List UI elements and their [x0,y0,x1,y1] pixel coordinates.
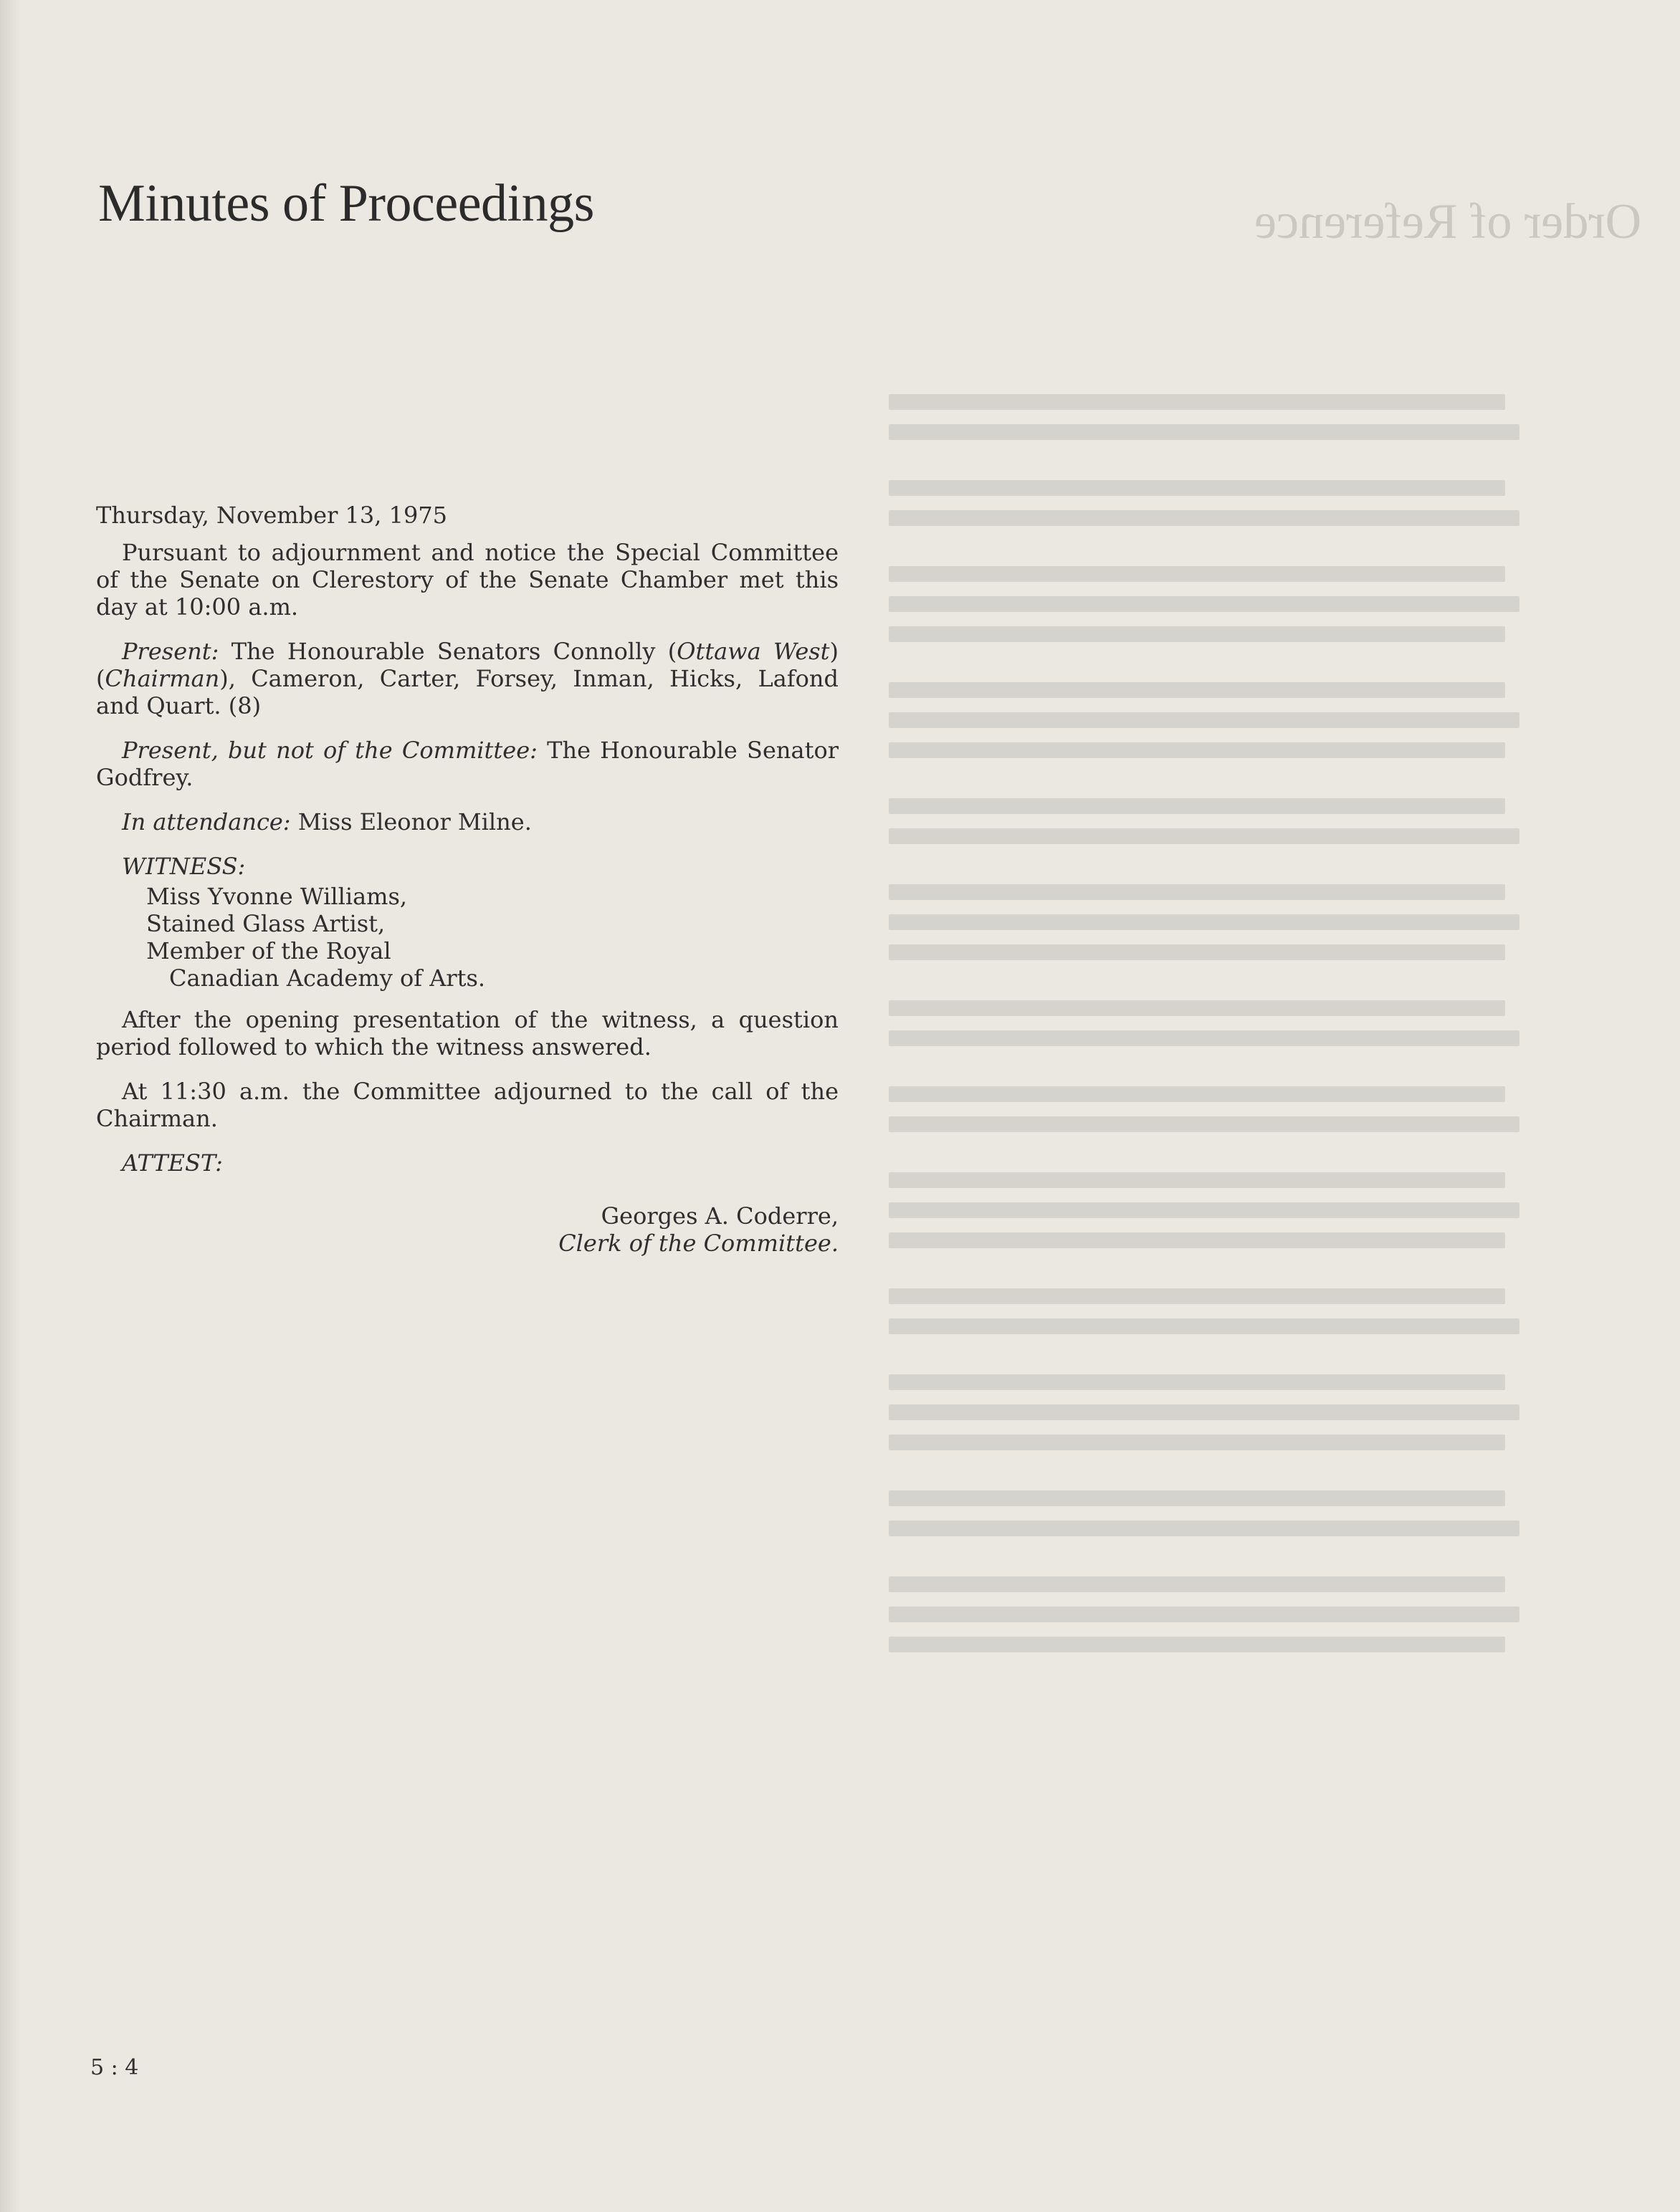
show-through-line [889,1202,1519,1218]
present-chairman: Chairman [105,665,220,692]
opening-paragraph: Pursuant to adjournment and notice the Special Committee of the Senate on Clerestory of the Senate Chamber met this day at 10:00 a.m. [96,539,839,621]
minutes-body [96,502,839,1257]
attest-label: ATTEST: [122,1149,223,1177]
signature-block [96,1202,839,1257]
show-through-line [889,1576,1505,1592]
witness-line: Canadian Academy of Arts. [169,964,486,992]
witness-line: Miss Yvonne Williams, [146,883,408,910]
presentation-paragraph: After the opening presentation of the witness, a question period followed to which the witness answered. [96,1006,839,1060]
witness-label: WITNESS: [122,853,246,880]
show-through-line [889,1000,1505,1016]
present-text-pre: The Honourable Senators Connolly ( [231,638,677,665]
show-through-line [889,914,1519,930]
show-through-line [889,394,1505,410]
show-through-line [889,566,1505,582]
show-through-line [889,682,1505,698]
show-through-line [889,1374,1505,1390]
show-through-line [889,1030,1519,1046]
show-through-line [889,1172,1505,1188]
show-through-line [889,742,1505,758]
witness-line: Stained Glass Artist, [146,910,386,937]
present-paragraph [96,638,839,719]
show-through-line [889,424,1519,440]
present-riding: Ottawa West [677,638,830,665]
show-through-line [889,1435,1505,1450]
adjourn-paragraph: At 11:30 a.m. the Committee adjourned to the call of the Chairman. [96,1078,839,1132]
show-through-reverse-page [867,150,1641,1942]
show-through-line [889,1637,1505,1652]
page-title: Minutes of Proceedings [98,174,594,233]
show-through-line [889,1521,1519,1536]
clerk-name: Georges A. Coderre, [601,1202,839,1230]
show-through-line [889,626,1505,642]
present-not-member-text: The Honourable Senator Godfrey. [96,737,839,791]
show-through-line [889,1232,1505,1248]
show-through-line [889,712,1519,728]
attendance-text: Miss Eleonor Milne. [297,808,532,836]
show-through-line [889,1116,1519,1132]
show-through-line [889,1086,1505,1102]
present-label: Present: [122,638,219,665]
show-through-line [889,798,1505,814]
meeting-date: Thursday, November 13, 1975 [96,502,448,529]
present-not-member-label: Present, but not of the Committee: [122,737,538,764]
show-through-line [889,1607,1519,1622]
show-through-line [889,884,1505,900]
show-through-line [889,510,1519,526]
witness-block [96,883,839,992]
show-through-line [889,944,1505,960]
show-through-line [889,1318,1519,1334]
show-through-line [889,1288,1505,1304]
show-through-line [889,480,1505,496]
page-edge-shadow [0,0,20,2212]
show-through-line [889,828,1519,844]
page-number: 5 : 4 [90,2055,139,2080]
clerk-title: Clerk of the Committee. [558,1230,839,1257]
show-through-line [889,1490,1505,1506]
witness-line: Member of the Royal [146,937,391,964]
present-not-member-paragraph [96,737,839,791]
attendance-paragraph [96,808,839,836]
show-through-title: Order of Reference [1254,194,1641,249]
present-text-mid: ) ( [96,638,839,692]
present-text-post: ), Cameron, Carter, Forsey, Inman, Hicks, Lafond and Quart. (8) [96,665,839,719]
show-through-line [889,1404,1519,1420]
show-through-line [889,596,1519,612]
attendance-label: In attendance: [122,808,291,836]
